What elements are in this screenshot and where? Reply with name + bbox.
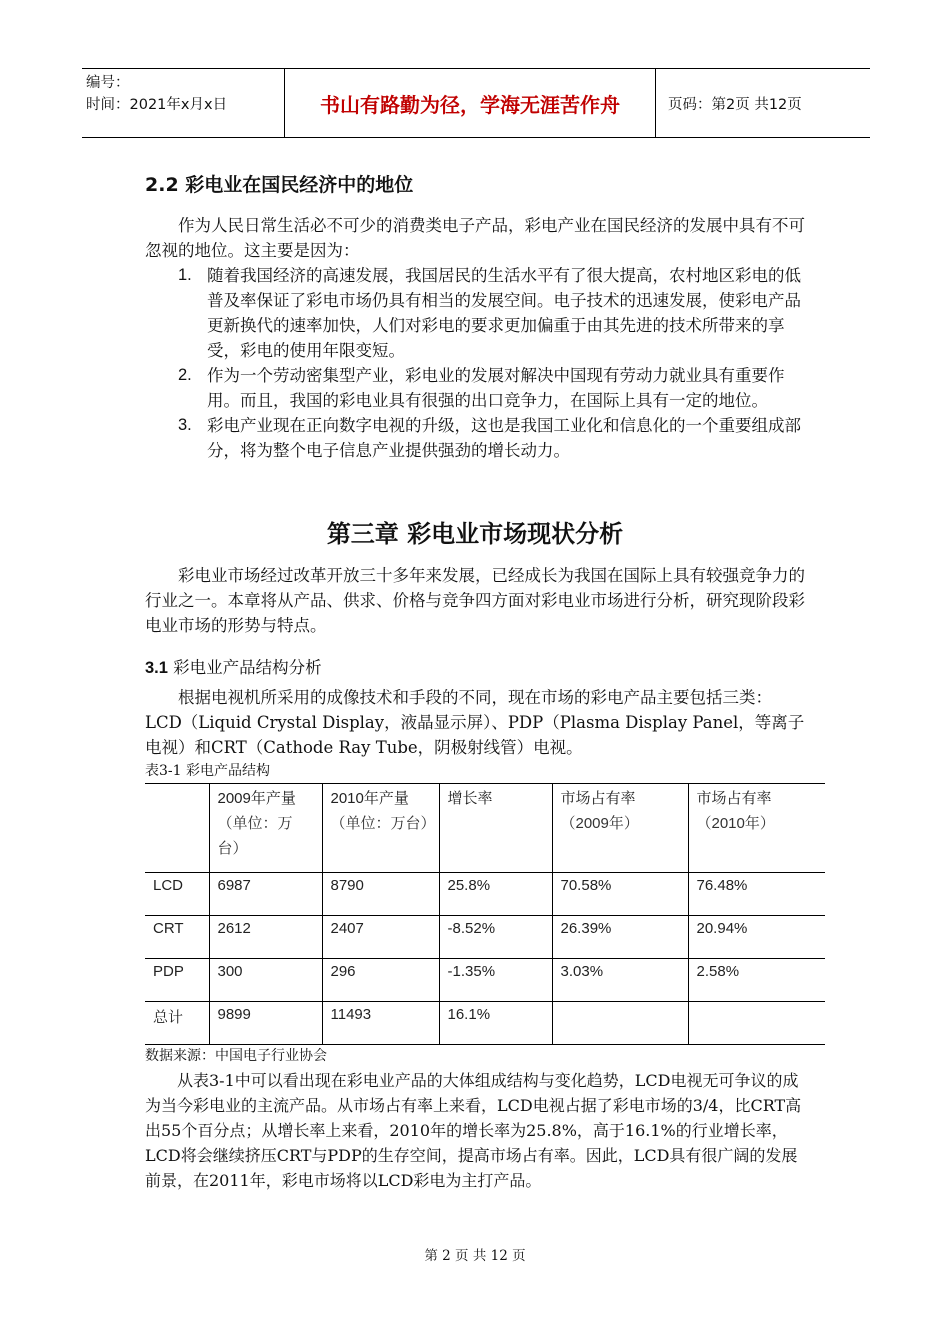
section-title-text: 彩电业产品结构分析 bbox=[167, 658, 322, 677]
table-cell: 2.58% bbox=[688, 959, 825, 1002]
page-footer: 第 2 页 共 12 页 bbox=[424, 1248, 526, 1264]
page-header bbox=[82, 68, 870, 138]
list-item bbox=[145, 263, 807, 363]
section-2-2-intro: 作为人民日常生活必不可少的消费类电子产品，彩电产业在国民经济的发展中具有不可忽视的地位。这主要是因为： bbox=[145, 216, 805, 260]
header-subline: （2009年） bbox=[560, 815, 639, 832]
table-cell: 2612 bbox=[209, 916, 322, 959]
table-cell: 3.03% bbox=[552, 959, 688, 1002]
table-cell: PDP bbox=[145, 959, 209, 1002]
list-item bbox=[145, 413, 807, 463]
list-item-text: 作为一个劳动密集型产业，彩电业的发展对解决中国现有劳动力就业具有重要作用。而且，我国的彩电业具有很强的出口竞争力，在国际上具有一定的地位。 bbox=[207, 366, 785, 410]
table-cell: 11493 bbox=[322, 1002, 439, 1045]
header-subline: （2010年） bbox=[696, 815, 775, 832]
chapter-intro: 彩电业市场经过改革开放三十多年来发展，已经成长为我国在国际上具有较强竞争力的行业之一。本章将从产品、供求、价格与竞争四方面对彩电业市场进行分析，研究现阶段彩电业市场的形势与特点。 bbox=[145, 566, 805, 635]
list-item-number: 2. bbox=[178, 366, 192, 384]
header-line: 市场占有率 bbox=[560, 790, 636, 807]
header-cell bbox=[145, 784, 209, 873]
analysis-paragraph: 从表3-1中可以看出现在彩电业产品的大体组成结构与变化趋势，LCD电视无可争议的成为当今彩电业的主流产品。从市场占有率上来看，LCD电视占据了彩电市场的3/4，比CRT高出55个百分点；从增长率上来看，2010年的增长率为25.8%，高于16.1%的行业增长率，LCD将会继续挤压CRT与PDP的生存空间，提高市场占有率。因此，LCD具有很广阔的发展前景，在2011年，彩电市场将以LCD彩电为主打产品。 bbox=[145, 1071, 802, 1190]
table-cell: 300 bbox=[209, 959, 322, 1002]
table-cell: 26.39% bbox=[552, 916, 688, 959]
section-3-1-title bbox=[145, 654, 322, 678]
time-label: 时间：2021年x月x日 bbox=[86, 97, 228, 113]
table-cell: 76.48% bbox=[688, 873, 825, 916]
table-row bbox=[145, 1002, 825, 1045]
table-cell: -1.35% bbox=[439, 959, 552, 1002]
header-subline: （单位：万台） bbox=[217, 815, 293, 857]
table-row bbox=[145, 916, 825, 959]
table-cell: 70.58% bbox=[552, 873, 688, 916]
header-cell bbox=[688, 784, 825, 873]
table-caption: 表3-1 彩电产品结构 bbox=[145, 763, 270, 779]
header-cell bbox=[209, 784, 322, 873]
table-header-row bbox=[145, 784, 825, 873]
header-line: 2009年产量 bbox=[217, 790, 296, 807]
header-meta bbox=[82, 69, 285, 137]
header-motto: 书山有路勤为径，学海无涯苦作舟 bbox=[285, 69, 656, 137]
header-cell bbox=[322, 784, 439, 873]
table-cell: CRT bbox=[145, 916, 209, 959]
table-row bbox=[145, 873, 825, 916]
list-item bbox=[145, 363, 807, 413]
table-cell: LCD bbox=[145, 873, 209, 916]
header-line: 市场占有率 bbox=[696, 790, 772, 807]
header-subline: （单位：万台） bbox=[330, 815, 436, 832]
table-cell: -8.52% bbox=[439, 916, 552, 959]
chapter-title: 第三章 彩电业市场现状分析 bbox=[326, 520, 624, 548]
list-item-number: 1. bbox=[178, 266, 192, 284]
table-cell: 8790 bbox=[322, 873, 439, 916]
header-cell bbox=[552, 784, 688, 873]
header-page-info: 页码：第2页 共12页 bbox=[668, 96, 802, 113]
list-item-text: 随着我国经济的高速发展，我国居民的生活水平有了很大提高，农村地区彩电的低普及率保证了彩电市场仍具有相当的发展空间。电子技术的迅速发展，使彩电产品更新换代的速率加快，人们对彩电的要求更加偏重于由其先进的技术所带来的享受，彩电的使用年限变短。 bbox=[207, 266, 801, 360]
product-structure-table bbox=[145, 783, 825, 1045]
table-row bbox=[145, 959, 825, 1002]
number-label: 编号： bbox=[86, 75, 130, 91]
list-item-text: 彩电产业现在正向数字电视的升级，这也是我国工业化和信息化的一个重要组成部分，将为整个电子信息产业提供强劲的增长动力。 bbox=[207, 416, 801, 460]
table-cell bbox=[552, 1002, 688, 1045]
section-3-1-intro: 根据电视机所采用的成像技术和手段的不同，现在市场的彩电产品主要包括三类：LCD（Liquid Crystal Display，液晶显示屏）、PDP（Plasma Display Panel，等离子电视）和CRT（Cathode Ray Tube，阴极射线管）电视。 bbox=[145, 688, 805, 757]
list-item-number: 3. bbox=[178, 416, 192, 434]
table-cell: 2407 bbox=[322, 916, 439, 959]
table-cell: 25.8% bbox=[439, 873, 552, 916]
table-cell: 20.94% bbox=[688, 916, 825, 959]
section-number: 3.1 bbox=[145, 659, 168, 677]
table-cell bbox=[688, 1002, 825, 1045]
section-2-2-title: 2.2 彩电业在国民经济中的地位 bbox=[145, 174, 414, 196]
header-cell bbox=[439, 784, 552, 873]
section-2-2-list bbox=[145, 263, 807, 463]
header-line: 增长率 bbox=[447, 790, 493, 807]
table-cell: 296 bbox=[322, 959, 439, 1002]
table-cell: 6987 bbox=[209, 873, 322, 916]
header-line: 2010年产量 bbox=[330, 790, 409, 807]
table-source: 数据来源：中国电子行业协会 bbox=[145, 1048, 327, 1064]
table-cell: 9899 bbox=[209, 1002, 322, 1045]
table-cell: 16.1% bbox=[439, 1002, 552, 1045]
table-cell: 总计 bbox=[145, 1002, 209, 1045]
